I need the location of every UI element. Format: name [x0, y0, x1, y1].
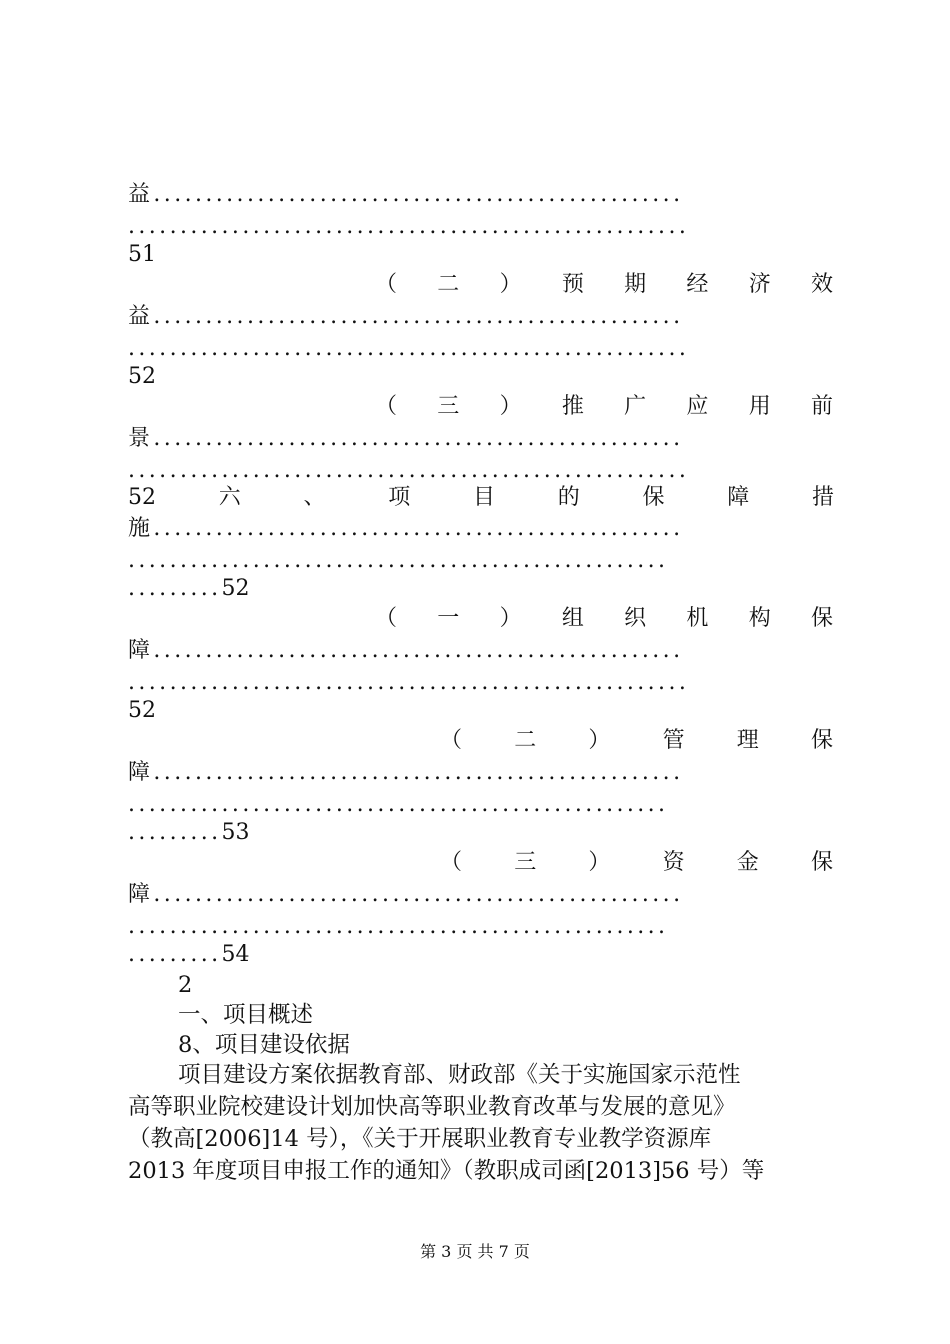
toc-dot-leader: ......................................................	[128, 214, 690, 239]
toc-entry-title: （ 二 ） 预 期 经 济 效	[375, 272, 833, 297]
toc-dot-leader: ....................................................	[128, 914, 669, 939]
page-footer: 第 3 页 共 7 页	[420, 1242, 530, 1261]
toc-line: 景...................................................	[128, 426, 684, 451]
toc-entry-title: （ 一 ） 组 织 机 构 保	[375, 606, 833, 631]
toc-line: .........54	[128, 942, 250, 967]
toc-entry-title: 52 六 、 项 目 的 保 障 措	[128, 485, 834, 510]
toc-line: .........53	[128, 820, 250, 845]
toc-dot-leader: ....................................................	[128, 792, 669, 817]
page-marker: 2	[178, 972, 193, 998]
toc-line: 益...................................................	[128, 182, 684, 207]
toc-page-number: 51	[128, 242, 156, 267]
toc-entry-title: （ 三 ） 资 金 保	[440, 850, 833, 875]
toc-dot-leader: ......................................................	[128, 336, 690, 361]
toc-entry-title: （ 三 ） 推 广 应 用 前	[375, 394, 833, 419]
toc-page-number: 52	[128, 698, 156, 723]
toc-dot-leader: ......................................................	[128, 670, 690, 695]
paragraph-line: 项目建设方案依据教育部、财政部《关于实施国家示范性	[178, 1062, 741, 1088]
section-heading: 一、项目概述	[178, 1002, 314, 1028]
paragraph-line: 2013 年度项目申报工作的通知》（教职成司函[2013]56 号）等	[128, 1158, 765, 1184]
toc-line: 障...................................................	[128, 638, 684, 663]
toc-line: 益...................................................	[128, 304, 684, 329]
toc-dot-leader: ....................................................	[128, 548, 669, 573]
toc-line: .........52	[128, 576, 250, 601]
subsection-heading: 8、项目建设依据	[178, 1032, 350, 1058]
toc-line: 障...................................................	[128, 760, 684, 785]
paragraph-line: （教高[2006]14 号），《关于开展职业教育专业教学资源库	[128, 1126, 712, 1152]
toc-entry-title: （ 二 ） 管 理 保	[440, 728, 833, 753]
toc-line: 障...................................................	[128, 882, 684, 907]
toc-line: 施...................................................	[128, 516, 684, 541]
toc-page-number: 52	[128, 364, 156, 389]
paragraph-line: 高等职业院校建设计划加快高等职业教育改革与发展的意见》	[128, 1094, 736, 1120]
toc-dot-leader: ......................................................	[128, 458, 690, 483]
